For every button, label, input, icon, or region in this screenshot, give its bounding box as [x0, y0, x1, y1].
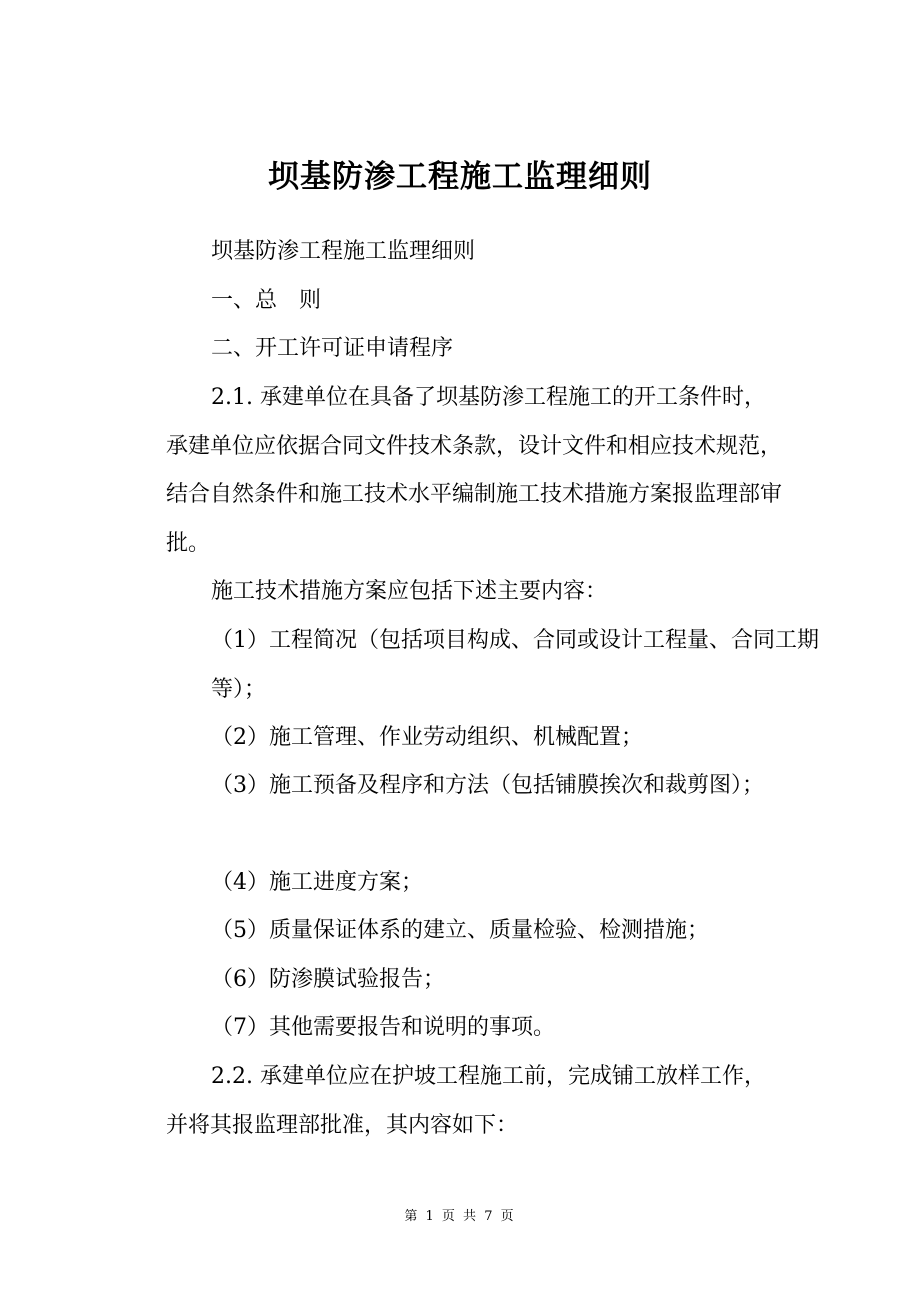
list-item-2: （2）施工管理、作业劳动组织、机械配置； [211, 725, 643, 750]
paragraph-2-1: 2.1. 承建单位在具备了坝基防渗工程施工的开工条件时，承建单位应依据合同文件技术条款，设计文件和相应技术规范，结合自然条件和施工技术水平编制施工技术措施方案报监理部审批。 [166, 385, 783, 556]
list-item-7: （7）其他需要报告和说明的事项。 [211, 1015, 555, 1040]
paragraph-2-2: 2.2. 承建单位应在护坡工程施工前，完成铺工放样工作，并将其报监理部批准，其内容如下： [166, 1064, 766, 1138]
list-item-3: （3）施工预备及程序和方法（包括铺膜挨次和裁剪图）； [211, 773, 764, 798]
section-heading-permit: 二、开工许可证申请程序 [211, 336, 454, 361]
paragraph-plan-contents: 施工技术措施方案应包括下述主要内容： [211, 579, 608, 604]
section-heading-general: 一、总 则 [211, 288, 322, 313]
list-item-1: （1）工程简况（包括项目构成、合同或设计工程量、合同工期等）； [211, 628, 819, 702]
page-number-footer: 第 1 页 共 7 页 [404, 1209, 516, 1224]
document-title: 坝基防渗工程施工监理细则 [268, 158, 652, 195]
list-item-6: （6）防渗膜试验报告； [211, 967, 445, 992]
paragraph-subtitle: 坝基防渗工程施工监理细则 [211, 239, 476, 264]
list-item-4: （4）施工进度方案； [211, 870, 423, 895]
list-item-5: （5）质量保证体系的建立、质量检验、检测措施； [211, 918, 709, 943]
